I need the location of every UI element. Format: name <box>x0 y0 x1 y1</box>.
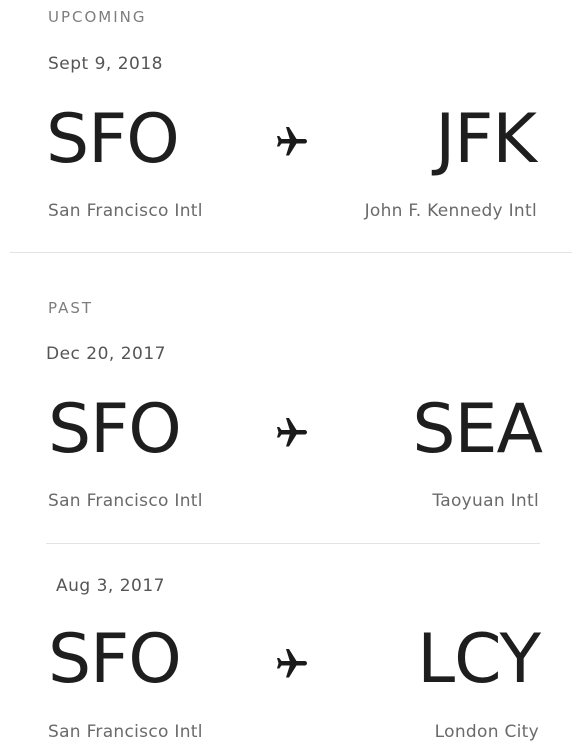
origin-code: SFO <box>48 390 181 469</box>
airplane-icon <box>274 124 310 160</box>
destination-code: LCY <box>417 620 540 699</box>
flight-date: Sept 9, 2018 <box>48 54 163 74</box>
flight-card-past-1[interactable] <box>0 330 572 542</box>
section-divider <box>10 252 572 253</box>
upcoming-section-label: UPCOMING <box>48 8 147 26</box>
destination-code: JFK <box>435 100 536 179</box>
origin-code: SFO <box>46 100 179 179</box>
airplane-icon <box>274 646 310 682</box>
past-section-label: PAST <box>48 299 94 317</box>
flight-card-past-2[interactable] <box>0 560 572 742</box>
destination-airport-name: London City <box>434 722 539 742</box>
origin-airport-name: San Francisco Intl <box>48 491 203 511</box>
flight-date: Aug 3, 2017 <box>56 576 165 596</box>
origin-airport-name: San Francisco Intl <box>48 722 203 742</box>
destination-airport-name: Taoyuan Intl <box>432 491 539 511</box>
destination-airport-name: John F. Kennedy Intl <box>364 201 537 221</box>
destination-code: SEA <box>412 390 542 469</box>
airplane-icon <box>274 415 310 451</box>
flight-date: Dec 20, 2017 <box>46 344 167 364</box>
flight-card-upcoming[interactable] <box>0 0 572 250</box>
origin-code: SFO <box>48 620 181 699</box>
flight-divider <box>46 543 540 544</box>
origin-airport-name: San Francisco Intl <box>48 201 203 221</box>
